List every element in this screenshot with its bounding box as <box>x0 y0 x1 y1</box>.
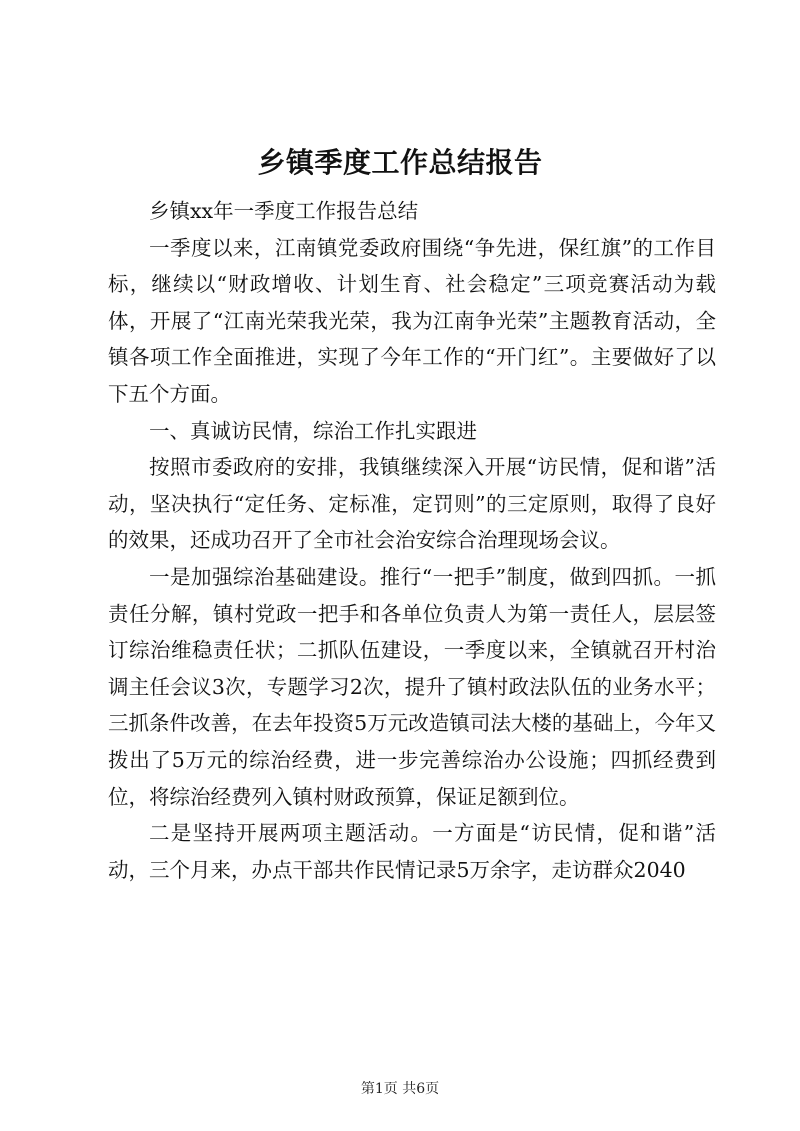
document-body <box>108 193 716 888</box>
document-title: 乡镇季度工作总结报告 <box>257 146 543 179</box>
subtitle-paragraph: 乡镇xx年一季度工作报告总结 <box>149 199 419 223</box>
intro-paragraph: 一季度以来，江南镇党委政府围绕“争先进，保红旗”的工作目标，继续以“财政增收、计划生育、社会稳定”三项竞赛活动为载体，开展了“江南光荣我光荣，我为江南争光荣”主题教育活动，全镇各项工作全面推进，实现了今年工作的“开门红”。主要做好了以下五个方面。 <box>108 235 716 406</box>
section-heading: 一、真诚访民情，综治工作扎实跟进 <box>149 418 477 443</box>
body-paragraph: 按照市委政府的安排，我镇继续深入开展“访民情，促和谐”活动，坚决执行“定任务、定标准，定罚则”的三定原则，取得了良好的效果，还成功召开了全市社会治安综合治理现场会议。 <box>108 455 716 553</box>
body-paragraph: 二是坚持开展两项主题活动。一方面是“访民情，促和谐”活动，三个月来，办点干部共作民情记录5万余字，走访群众2040 <box>108 821 716 882</box>
body-paragraph: 一是加强综治基础建设。推行“一把手”制度，做到四抓。一抓责任分解，镇村党政一把手和各单位负责人为第一责任人，层层签订综治维稳责任状；二抓队伍建设，一季度以来，全镇就召开村治调主任会议3次，专题学习2次，提升了镇村政法队伍的业务水平；三抓条件改善，在去年投资5万元改造镇司法大楼的基础上，今年又拨出了5万元的综治经费，进一步完善综治办公设施；四抓经费到位，将综治经费列入镇村财政预算，保证足额到位。 <box>108 564 716 809</box>
page-footer: 第1页 共6页 <box>360 1081 440 1097</box>
